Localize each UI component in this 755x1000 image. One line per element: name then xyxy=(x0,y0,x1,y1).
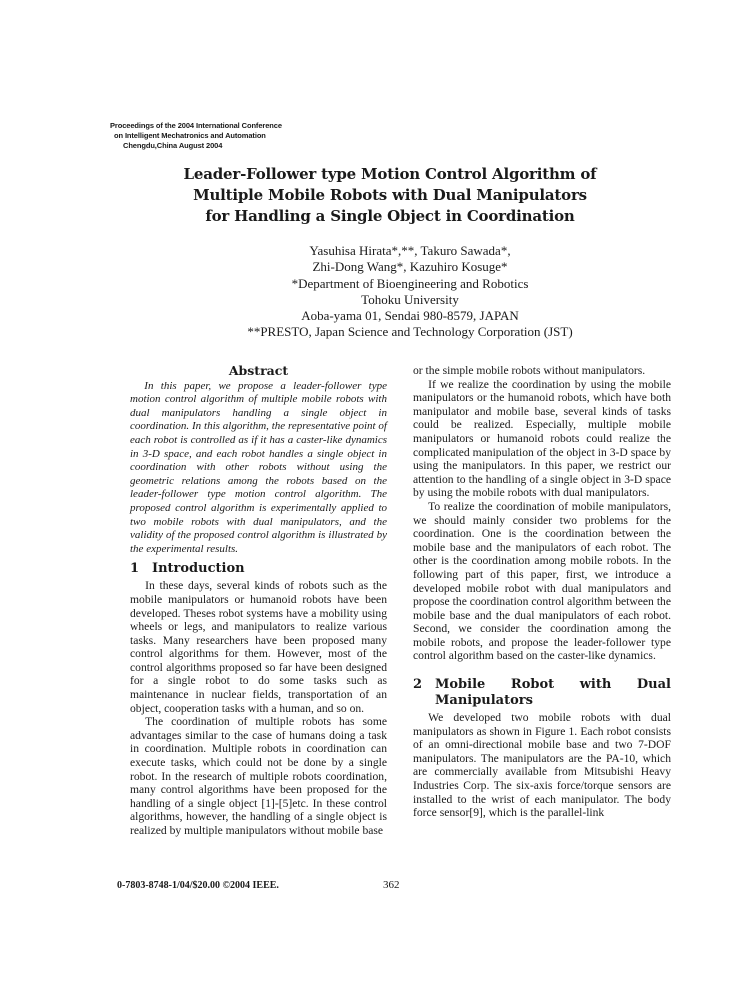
abstract-heading: Abstract xyxy=(228,363,289,378)
affiliation-university: Tohoku University xyxy=(361,291,459,307)
section-1-heading xyxy=(130,561,387,577)
section-2-heading xyxy=(413,677,671,709)
intro-paragraph-4: To realize the coordination of mobile manipulators, we should mainly consider two problems for the coordination. One is the coordination between the mobile base and the manipulators of each robot. The other is the coordination among mobile robots. In the following part of this paper, first, we introduce a developed mobile robot with dual manipulators and propose the coordination control algorithm between the mobile base and the dual manipulators of each robot. Second, we consider the coordination among the mobile robots, and propose the leader-follower type control algorithm based on the caster-like dynamics. xyxy=(413,499,671,663)
intro-paragraph-2: The coordination of multiple robots has some advantages similar to the case of humans doing a task in coordination. Multiple robots in coordination can execute tasks, which could not be done by a single robot. In the research of multiple robots coordination, many control algorithms have been proposed for the handling of a single object [1]-[5]etc. In these control algorithms, however, the handling of a single object is realized by multiple manipulators without mobile base xyxy=(130,715,387,837)
page-number: 362 xyxy=(383,879,400,891)
title-line-3: for Handling a Single Object in Coordination xyxy=(205,207,575,225)
proceedings-header xyxy=(110,121,282,151)
section-title: Introduction xyxy=(152,561,245,577)
intro-paragraph-3: If we realize the coordination by using the mobile manipulators or the humanoid robots, which have both manipulator and mobile base, several kinds of tasks could be realized. Especially, multiple mobile manipulators or humanoid robots could realize the complicated manipulation of the object in 3-D space by using the manipulators. In this paper, we restrict our attention to the handling of a single object in 3-D space by using the mobile robots with dual manipulators. xyxy=(413,377,671,500)
proceedings-line-2: on Intelligent Mechatronics and Automation xyxy=(114,131,266,140)
section-title: Mobile Robot with Dual Manipulators xyxy=(435,677,671,709)
proceedings-line-1: Proceedings of the 2004 International Conference xyxy=(110,121,282,130)
authors-line-2: Zhi-Dong Wang*, Kazuhiro Kosuge* xyxy=(312,259,508,275)
title-line-2: Multiple Mobile Robots with Dual Manipulators xyxy=(193,186,587,204)
affiliation-address: Aoba-yama 01, Sendai 980-8579, JAPAN xyxy=(301,308,519,324)
intro-paragraph-1: In these days, several kinds of robots such as the mobile manipulators or humanoid robots have been developed. Theses robot systems have a mobility using wheels or legs, and manipulators to realize various tasks. Many researchers have been proposed many control algorithms for them. However, most of the control algorithms proposed so far have been designed for a single robot to do some tasks such as maintenance in nuclear fields, transportation of an object, cooperation tasks with a human, and so on. xyxy=(130,579,387,715)
copyright-footer: 0-7803-8748-1/04/$20.00 ©2004 IEEE. xyxy=(117,880,279,891)
section2-paragraph-1: We developed two mobile robots with dual manipulators as shown in Figure 1. Each robot consists of an omni-directional mobile base and two 7-DOF manipulators. The manipulators are the PA-10, which are commercially available from Mitsubishi Heavy Industries Corp. The six-axis force/torque sensors are installed to the wrist of each manipulator. The body force sensor[9], which is the parallel-link xyxy=(413,711,671,820)
affiliation-presto: **PRESTO, Japan Science and Technology Corporation (JST) xyxy=(247,324,573,340)
author-block xyxy=(200,243,620,341)
right-column xyxy=(413,364,671,820)
intro-paragraph-2-cont: or the simple mobile robots without manipulators. xyxy=(413,364,646,377)
authors-line-1: Yasuhisa Hirata*,**, Takuro Sawada*, xyxy=(309,243,511,258)
left-column xyxy=(130,364,387,838)
title-line-1: Leader-Follower type Motion Control Algorithm of xyxy=(183,165,597,183)
paper-title xyxy=(170,164,610,227)
section-number: 1 xyxy=(130,561,140,577)
section-number: 2 xyxy=(413,677,423,693)
abstract-body: In this paper, we propose a leader-follower type motion control algorithm of multiple mobile robots with dual manipulators handling a single object in coordination. In this algorithm, the representative point of each robot is controlled as if it has a caster-like dynamics in 3-D space, and each robot handles a single object in coordination with other robots without using the geometric relations among the robots based on the leader-follower type motion control algorithm. The proposed control algorithm is experimentally applied to two mobile robots with dual manipulators, and the validity of the proposed control algorithm is illustrated by the experimental results. xyxy=(130,379,387,555)
affiliation-department: *Department of Bioengineering and Robotics xyxy=(291,275,529,291)
proceedings-line-3: Chengdu,China August 2004 xyxy=(123,141,223,150)
